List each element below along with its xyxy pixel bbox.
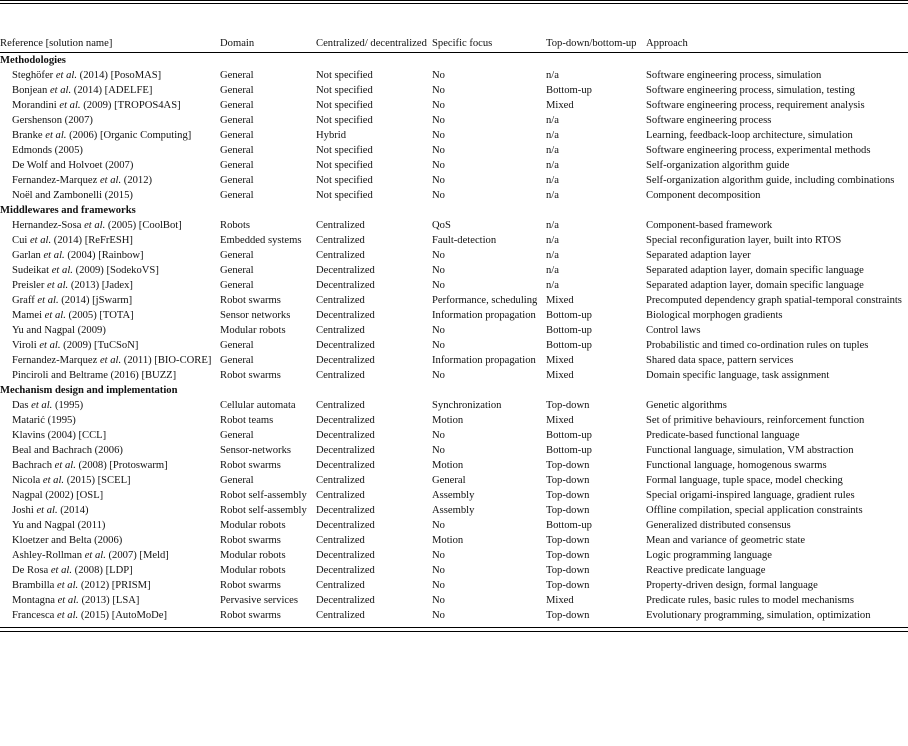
table-row bbox=[0, 563, 908, 578]
cell-domain: Robot swarms bbox=[220, 580, 281, 591]
cell-centralization: Decentralized bbox=[316, 340, 375, 351]
cell-reference: Cui et al. (2014) [ReFrESH] bbox=[12, 235, 133, 246]
cell-reference: Brambilla et al. (2012) [PRISM] bbox=[12, 580, 151, 591]
cell-centralization: Not specified bbox=[316, 100, 373, 111]
cell-direction: n/a bbox=[546, 145, 559, 156]
cell-reference: De Wolf and Holvoet (2007) bbox=[12, 160, 134, 171]
cell-centralization: Decentralized bbox=[316, 460, 375, 471]
table-row bbox=[0, 548, 908, 563]
cell-approach: Software engineering process bbox=[646, 115, 772, 126]
table-row bbox=[0, 278, 908, 293]
table-row bbox=[0, 83, 908, 98]
cell-approach: Software engineering process, simulation, testing bbox=[646, 85, 855, 96]
cell-focus: No bbox=[432, 340, 445, 351]
cell-approach: Shared data space, pattern services bbox=[646, 355, 794, 366]
section-header bbox=[0, 53, 908, 69]
cell-focus: Motion bbox=[432, 415, 464, 426]
cell-approach: Learning, feedback-loop architecture, simulation bbox=[646, 130, 853, 141]
section-title: Methodologies bbox=[0, 55, 66, 66]
cell-domain: General bbox=[220, 100, 254, 111]
cell-reference: Morandini et al. (2009) [TROPOS4AS] bbox=[12, 100, 181, 111]
cell-focus: No bbox=[432, 595, 445, 606]
cell-focus: No bbox=[432, 250, 445, 261]
cell-direction: Mixed bbox=[546, 415, 574, 426]
table-row bbox=[0, 443, 908, 458]
cell-centralization: Decentralized bbox=[316, 355, 375, 366]
cell-domain: Robot self-assembly bbox=[220, 505, 307, 516]
cell-reference: Fernandez-Marquez et al. (2011) [BIO-CORE] bbox=[12, 355, 212, 366]
cell-focus: No bbox=[432, 265, 445, 276]
cell-approach: Component decomposition bbox=[646, 190, 761, 201]
cell-approach: Separated adaption layer, domain specific language bbox=[646, 265, 864, 276]
cell-domain: General bbox=[220, 130, 254, 141]
header-row bbox=[0, 4, 908, 53]
section-header bbox=[0, 203, 908, 218]
cell-direction: n/a bbox=[546, 250, 559, 261]
cell-approach: Predicate-based functional language bbox=[646, 430, 800, 441]
cell-domain: General bbox=[220, 70, 254, 81]
cell-reference: Joshi et al. (2014) bbox=[12, 505, 89, 516]
cell-approach: Logic programming language bbox=[646, 550, 772, 561]
table-row bbox=[0, 503, 908, 518]
cell-focus: No bbox=[432, 280, 445, 291]
cell-centralization: Not specified bbox=[316, 85, 373, 96]
cell-domain: General bbox=[220, 190, 254, 201]
cell-direction: Top-down bbox=[546, 505, 590, 516]
cell-focus: Motion bbox=[432, 535, 464, 546]
cell-direction: Bottom-up bbox=[546, 310, 592, 321]
cell-centralization: Decentralized bbox=[316, 310, 375, 321]
cell-domain: General bbox=[220, 145, 254, 156]
section-title: Mechanism design and implementation bbox=[0, 385, 178, 396]
cell-approach: Precomputed dependency graph spatial-temporal constraints bbox=[646, 295, 902, 306]
cell-reference: Hernandez-Sosa et al. (2005) [CoolBot] bbox=[12, 220, 182, 231]
cell-domain: General bbox=[220, 115, 254, 126]
cell-approach: Mean and variance of geometric state bbox=[646, 535, 806, 546]
cell-approach: Separated adaption layer, domain specific language bbox=[646, 280, 864, 291]
cell-centralization: Hybrid bbox=[316, 130, 347, 141]
cell-centralization: Decentralized bbox=[316, 595, 375, 606]
header-centralization: Centralized/ decentralized bbox=[316, 4, 432, 53]
cell-domain: General bbox=[220, 280, 254, 291]
cell-approach: Domain specific language, task assignment bbox=[646, 370, 830, 381]
cell-focus: No bbox=[432, 520, 445, 531]
cell-approach: Set of primitive behaviours, reinforcement function bbox=[646, 415, 865, 426]
table-row bbox=[0, 263, 908, 278]
table-row bbox=[0, 248, 908, 263]
table-row bbox=[0, 128, 908, 143]
cell-approach: Special origami-inspired language, gradient rules bbox=[646, 490, 855, 501]
cell-domain: General bbox=[220, 340, 254, 351]
cell-reference: Pinciroli and Beltrame (2016) [BUZZ] bbox=[12, 370, 177, 381]
cell-approach: Probabilistic and timed co-ordination rules on tuples bbox=[646, 340, 869, 351]
cell-direction: Mixed bbox=[546, 100, 574, 111]
cell-centralization: Decentralized bbox=[316, 565, 375, 576]
cell-centralization: Not specified bbox=[316, 190, 373, 201]
cell-focus: No bbox=[432, 85, 445, 96]
cell-centralization: Centralized bbox=[316, 400, 365, 411]
cell-domain: General bbox=[220, 85, 254, 96]
cell-reference: Preisler et al. (2013) [Jadex] bbox=[12, 280, 133, 291]
cell-reference: Garlan et al. (2004) [Rainbow] bbox=[12, 250, 144, 261]
table-row bbox=[0, 368, 908, 383]
cell-centralization: Not specified bbox=[316, 115, 373, 126]
table-row bbox=[0, 308, 908, 323]
cell-direction: Top-down bbox=[546, 535, 590, 546]
cell-domain: General bbox=[220, 430, 254, 441]
cell-focus: No bbox=[432, 175, 445, 186]
bottom-rule bbox=[0, 628, 908, 632]
cell-domain: Robot swarms bbox=[220, 460, 281, 471]
cell-approach: Biological morphogen gradients bbox=[646, 310, 783, 321]
cell-direction: n/a bbox=[546, 175, 559, 186]
table-row bbox=[0, 488, 908, 503]
cell-focus: Fault-detection bbox=[432, 235, 497, 246]
cell-approach: Component-based framework bbox=[646, 220, 773, 231]
cell-focus: No bbox=[432, 445, 445, 456]
cell-centralization: Centralized bbox=[316, 580, 365, 591]
cell-focus: Information propagation bbox=[432, 310, 536, 321]
cell-centralization: Centralized bbox=[316, 220, 365, 231]
cell-approach: Control laws bbox=[646, 325, 701, 336]
cell-reference: De Rosa et al. (2008) [LDP] bbox=[12, 565, 133, 576]
cell-focus: No bbox=[432, 370, 445, 381]
cell-approach: Functional language, simulation, VM abstraction bbox=[646, 445, 854, 456]
cell-approach: Property-driven design, formal language bbox=[646, 580, 818, 591]
cell-approach: Self-organization algorithm guide, including combinations bbox=[646, 175, 895, 186]
cell-focus: No bbox=[432, 565, 445, 576]
table-row bbox=[0, 218, 908, 233]
cell-approach: Genetic algorithms bbox=[646, 400, 727, 411]
table-row bbox=[0, 173, 908, 188]
table-row bbox=[0, 323, 908, 338]
cell-domain: Sensor networks bbox=[220, 310, 291, 321]
cell-focus: No bbox=[432, 190, 445, 201]
cell-direction: Bottom-up bbox=[546, 85, 592, 96]
table-row bbox=[0, 68, 908, 83]
cell-approach: Functional language, homogenous swarms bbox=[646, 460, 827, 471]
cell-reference: Beal and Bachrach (2006) bbox=[12, 445, 123, 456]
cell-reference: Kloetzer and Belta (2006) bbox=[12, 535, 123, 546]
cell-reference: Mamei et al. (2005) [TOTA] bbox=[12, 310, 134, 321]
cell-reference: Sudeikat et al. (2009) [SodekoVS] bbox=[12, 265, 159, 276]
cell-domain: General bbox=[220, 265, 254, 276]
cell-focus: No bbox=[432, 580, 445, 591]
cell-domain: Robot self-assembly bbox=[220, 490, 307, 501]
table-row bbox=[0, 143, 908, 158]
cell-focus: No bbox=[432, 430, 445, 441]
cell-direction: Mixed bbox=[546, 295, 574, 306]
table-row bbox=[0, 608, 908, 628]
cell-domain: Sensor-networks bbox=[220, 445, 291, 456]
cell-centralization: Decentralized bbox=[316, 520, 375, 531]
cell-direction: Bottom-up bbox=[546, 445, 592, 456]
cell-focus: Information propagation bbox=[432, 355, 536, 366]
cell-direction: Top-down bbox=[546, 565, 590, 576]
section-title: Middlewares and frameworks bbox=[0, 205, 136, 216]
cell-direction: n/a bbox=[546, 235, 559, 246]
cell-direction: n/a bbox=[546, 280, 559, 291]
cell-focus: Assembly bbox=[432, 490, 475, 501]
header-direction: Top-down/bottom-up bbox=[546, 4, 646, 53]
cell-focus: Assembly bbox=[432, 505, 475, 516]
cell-focus: Motion bbox=[432, 460, 464, 471]
cell-centralization: Centralized bbox=[316, 250, 365, 261]
cell-centralization: Decentralized bbox=[316, 550, 375, 561]
table-row bbox=[0, 158, 908, 173]
cell-focus: No bbox=[432, 100, 445, 111]
cell-focus: No bbox=[432, 130, 445, 141]
cell-approach: Software engineering process, simulation bbox=[646, 70, 822, 81]
cell-approach: Self-organization algorithm guide bbox=[646, 160, 790, 171]
cell-reference: Fernandez-Marquez et al. (2012) bbox=[12, 175, 153, 186]
cell-direction: Top-down bbox=[546, 610, 590, 621]
cell-approach: Offline compilation, special application constraints bbox=[646, 505, 863, 516]
cell-domain: Robot swarms bbox=[220, 535, 281, 546]
cell-reference: Francesca et al. (2015) [AutoMoDe] bbox=[12, 610, 168, 621]
cell-focus: No bbox=[432, 325, 445, 336]
cell-domain: Pervasive services bbox=[220, 595, 298, 606]
cell-centralization: Not specified bbox=[316, 175, 373, 186]
cell-centralization: Centralized bbox=[316, 610, 365, 621]
cell-direction: Top-down bbox=[546, 550, 590, 561]
cell-direction: n/a bbox=[546, 220, 559, 231]
table-row bbox=[0, 518, 908, 533]
table-row bbox=[0, 458, 908, 473]
cell-centralization: Decentralized bbox=[316, 280, 375, 291]
cell-centralization: Not specified bbox=[316, 160, 373, 171]
header-reference: Reference [solution name] bbox=[0, 4, 220, 53]
cell-approach: Evolutionary programming, simulation, optimization bbox=[646, 610, 871, 621]
cell-focus: Performance, scheduling bbox=[432, 295, 538, 306]
cell-approach: Software engineering process, experimental methods bbox=[646, 145, 871, 156]
table-row bbox=[0, 338, 908, 353]
table-row bbox=[0, 293, 908, 308]
cell-centralization: Decentralized bbox=[316, 445, 375, 456]
cell-direction: Bottom-up bbox=[546, 340, 592, 351]
cell-direction: Bottom-up bbox=[546, 520, 592, 531]
cell-focus: No bbox=[432, 115, 445, 126]
header-domain: Domain bbox=[220, 4, 316, 53]
cell-direction: n/a bbox=[546, 190, 559, 201]
cell-direction: n/a bbox=[546, 265, 559, 276]
cell-domain: Modular robots bbox=[220, 550, 286, 561]
table-row bbox=[0, 413, 908, 428]
table-row bbox=[0, 533, 908, 548]
cell-focus: No bbox=[432, 550, 445, 561]
table-row bbox=[0, 353, 908, 368]
table-row bbox=[0, 593, 908, 608]
cell-reference: Gershenson (2007) bbox=[12, 115, 93, 126]
cell-domain: Embedded systems bbox=[220, 235, 302, 246]
cell-reference: Ashley-Rollman et al. (2007) [Meld] bbox=[12, 550, 169, 561]
cell-centralization: Centralized bbox=[316, 235, 365, 246]
cell-reference: Nicola et al. (2015) [SCEL] bbox=[12, 475, 131, 486]
cell-direction: Top-down bbox=[546, 475, 590, 486]
table-row bbox=[0, 233, 908, 248]
cell-reference: Branke et al. (2006) [Organic Computing] bbox=[12, 130, 192, 141]
cell-reference: Matarić (1995) bbox=[12, 415, 76, 426]
cell-direction: Bottom-up bbox=[546, 325, 592, 336]
cell-direction: Bottom-up bbox=[546, 430, 592, 441]
cell-centralization: Not specified bbox=[316, 145, 373, 156]
cell-reference: Klavins (2004) [CCL] bbox=[12, 430, 107, 441]
cell-focus: General bbox=[432, 475, 466, 486]
cell-centralization: Centralized bbox=[316, 535, 365, 546]
table-row bbox=[0, 98, 908, 113]
cell-centralization: Decentralized bbox=[316, 415, 375, 426]
cell-domain: General bbox=[220, 475, 254, 486]
cell-centralization: Centralized bbox=[316, 370, 365, 381]
cell-approach: Formal language, tuple space, model checking bbox=[646, 475, 843, 486]
cell-domain: General bbox=[220, 250, 254, 261]
cell-domain: General bbox=[220, 160, 254, 171]
cell-reference: Steghöfer et al. (2014) [PosoMAS] bbox=[12, 70, 162, 81]
cell-focus: QoS bbox=[432, 220, 451, 231]
cell-domain: Robot swarms bbox=[220, 370, 281, 381]
cell-reference: Edmonds (2005) bbox=[12, 145, 83, 156]
cell-direction: Top-down bbox=[546, 580, 590, 591]
cell-direction: Mixed bbox=[546, 370, 574, 381]
cell-domain: Modular robots bbox=[220, 325, 286, 336]
cell-centralization: Centralized bbox=[316, 295, 365, 306]
table-row bbox=[0, 188, 908, 203]
cell-reference: Montagna et al. (2013) [LSA] bbox=[12, 595, 140, 606]
cell-centralization: Decentralized bbox=[316, 265, 375, 276]
cell-approach: Software engineering process, requirement analysis bbox=[646, 100, 865, 111]
cell-reference: Das et al. (1995) bbox=[12, 400, 84, 411]
cell-direction: Top-down bbox=[546, 490, 590, 501]
cell-direction: Top-down bbox=[546, 460, 590, 471]
cell-domain: General bbox=[220, 355, 254, 366]
cell-domain: Robots bbox=[220, 220, 251, 231]
cell-focus: No bbox=[432, 610, 445, 621]
cell-domain: Modular robots bbox=[220, 520, 286, 531]
cell-approach: Separated adaption layer bbox=[646, 250, 751, 261]
table-row bbox=[0, 398, 908, 413]
cell-approach: Generalized distributed consensus bbox=[646, 520, 791, 531]
cell-direction: Mixed bbox=[546, 595, 574, 606]
cell-reference: Yu and Nagpal (2011) bbox=[12, 520, 106, 531]
cell-direction: n/a bbox=[546, 130, 559, 141]
cell-centralization: Not specified bbox=[316, 70, 373, 81]
cell-domain: Robot teams bbox=[220, 415, 274, 426]
section-header bbox=[0, 383, 908, 398]
cell-focus: No bbox=[432, 70, 445, 81]
cell-domain: General bbox=[220, 175, 254, 186]
cell-approach: Special reconfiguration layer, built into RTOS bbox=[646, 235, 842, 246]
header-focus: Specific focus bbox=[432, 4, 546, 53]
cell-reference: Yu and Nagpal (2009) bbox=[12, 325, 106, 336]
cell-centralization: Centralized bbox=[316, 475, 365, 486]
cell-focus: No bbox=[432, 160, 445, 171]
cell-centralization: Centralized bbox=[316, 325, 365, 336]
cell-domain: Robot swarms bbox=[220, 610, 281, 621]
cell-domain: Robot swarms bbox=[220, 295, 281, 306]
cell-direction: Mixed bbox=[546, 355, 574, 366]
cell-reference: Bonjean et al. (2014) [ADELFE] bbox=[12, 85, 153, 96]
cell-direction: n/a bbox=[546, 70, 559, 81]
table-row bbox=[0, 428, 908, 443]
cell-direction: Top-down bbox=[546, 400, 590, 411]
cell-direction: n/a bbox=[546, 160, 559, 171]
table-row bbox=[0, 473, 908, 488]
table-body bbox=[0, 53, 908, 628]
cell-approach: Reactive predicate language bbox=[646, 565, 766, 576]
cell-domain: Modular robots bbox=[220, 565, 286, 576]
cell-centralization: Centralized bbox=[316, 490, 365, 501]
cell-centralization: Decentralized bbox=[316, 430, 375, 441]
cell-domain: Cellular automata bbox=[220, 400, 296, 411]
cell-reference: Bachrach et al. (2008) [Protoswarm] bbox=[12, 460, 168, 471]
header-approach: Approach bbox=[646, 4, 908, 53]
cell-direction: n/a bbox=[546, 115, 559, 126]
cell-approach: Predicate rules, basic rules to model mechanisms bbox=[646, 595, 854, 606]
cell-focus: No bbox=[432, 145, 445, 156]
table-row bbox=[0, 113, 908, 128]
table-row bbox=[0, 578, 908, 593]
cell-reference: Graff et al. (2014) [jSwarm] bbox=[12, 295, 133, 306]
cell-reference: Viroli et al. (2009) [TuCSoN] bbox=[12, 340, 139, 351]
cell-reference: Noël and Zambonelli (2015) bbox=[12, 190, 133, 201]
cell-focus: Synchronization bbox=[432, 400, 502, 411]
cell-reference: Nagpal (2002) [OSL] bbox=[12, 490, 104, 501]
cell-centralization: Decentralized bbox=[316, 505, 375, 516]
